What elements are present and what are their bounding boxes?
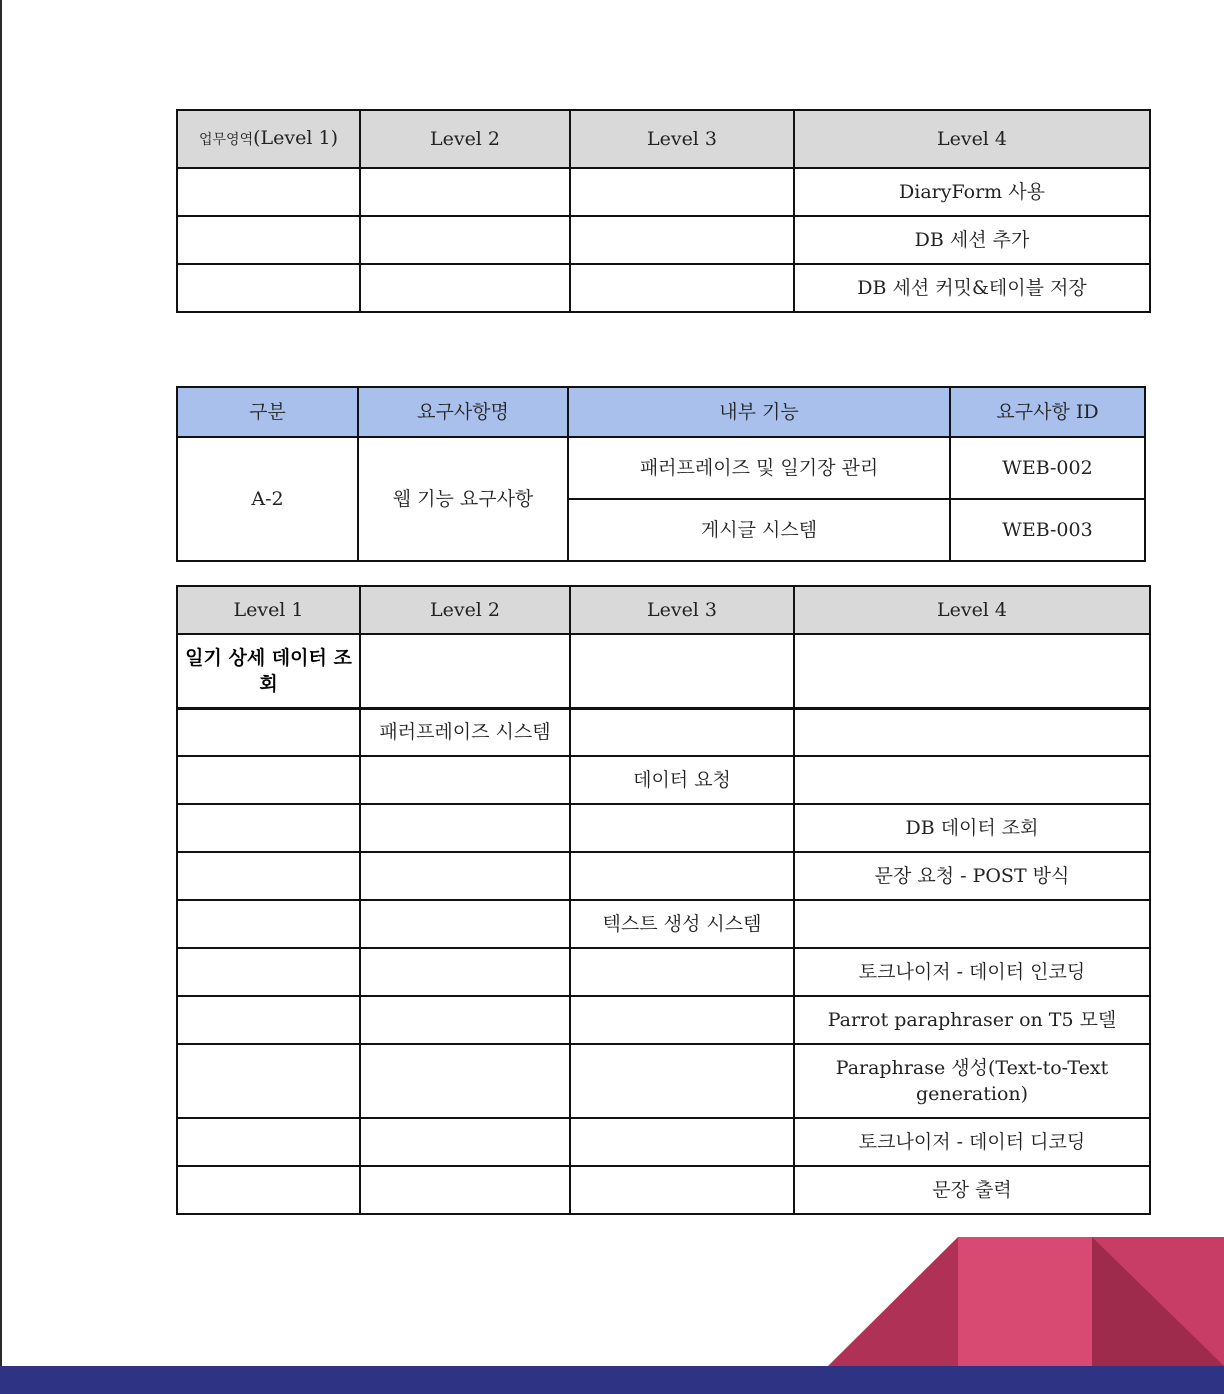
table-cell: DB 데이터 조회 bbox=[794, 804, 1150, 852]
table-cell: DB 세션 추가 bbox=[794, 216, 1150, 264]
header-label: (Level 1) bbox=[253, 127, 338, 149]
requirement-id-cell: WEB-003 bbox=[950, 499, 1145, 561]
category-cell: A-2 bbox=[177, 437, 358, 561]
table-cell: DB 세션 커밋&테이블 저장 bbox=[794, 264, 1150, 312]
function-cell: 게시글 시스템 bbox=[568, 499, 950, 561]
table-cell: 문장 요청 - POST 방식 bbox=[794, 852, 1150, 900]
header-label: 업무영역 bbox=[199, 132, 254, 148]
table-cell: 데이터 요청 bbox=[570, 756, 794, 804]
header-cell: 요구사항명 bbox=[358, 387, 568, 437]
requirement-id-cell: WEB-002 bbox=[950, 437, 1145, 499]
header-cell: Level 3 bbox=[570, 110, 794, 168]
header-cell: Level 2 bbox=[360, 110, 570, 168]
table-cell: 토크나이저 - 데이터 디코딩 bbox=[794, 1118, 1150, 1166]
table-cell: 패러프레이즈 시스템 bbox=[360, 708, 570, 756]
table-cell: 토크나이저 - 데이터 인코딩 bbox=[794, 948, 1150, 996]
deco-pink-panel bbox=[958, 1237, 1092, 1366]
header-cell: Level 1 bbox=[177, 586, 360, 634]
table-cell: 텍스트 생성 시스템 bbox=[570, 900, 794, 948]
header-cell: 구분 bbox=[177, 387, 358, 437]
footer-band bbox=[0, 1366, 1224, 1394]
function-cell: 패러프레이즈 및 일기장 관리 bbox=[568, 437, 950, 499]
requirement-name-cell: 웹 기능 요구사항 bbox=[358, 437, 568, 561]
header-cell: Level 4 bbox=[794, 110, 1150, 168]
header-cell: Level 4 bbox=[794, 586, 1150, 634]
header-cell: 내부 기능 bbox=[568, 387, 950, 437]
header-cell: Level 2 bbox=[360, 586, 570, 634]
table-cell: 문장 출력 bbox=[794, 1166, 1150, 1214]
header-cell: Level 3 bbox=[570, 586, 794, 634]
table-cell: DiaryForm 사용 bbox=[794, 168, 1150, 216]
header-cell: 요구사항 ID bbox=[950, 387, 1145, 437]
table-cell: 일기 상세 데이터 조회 bbox=[177, 634, 360, 708]
table-cell: Parrot paraphraser on T5 모델 bbox=[794, 996, 1150, 1044]
table-cell: Paraphrase 생성(Text-to-Text generation) bbox=[794, 1044, 1150, 1118]
